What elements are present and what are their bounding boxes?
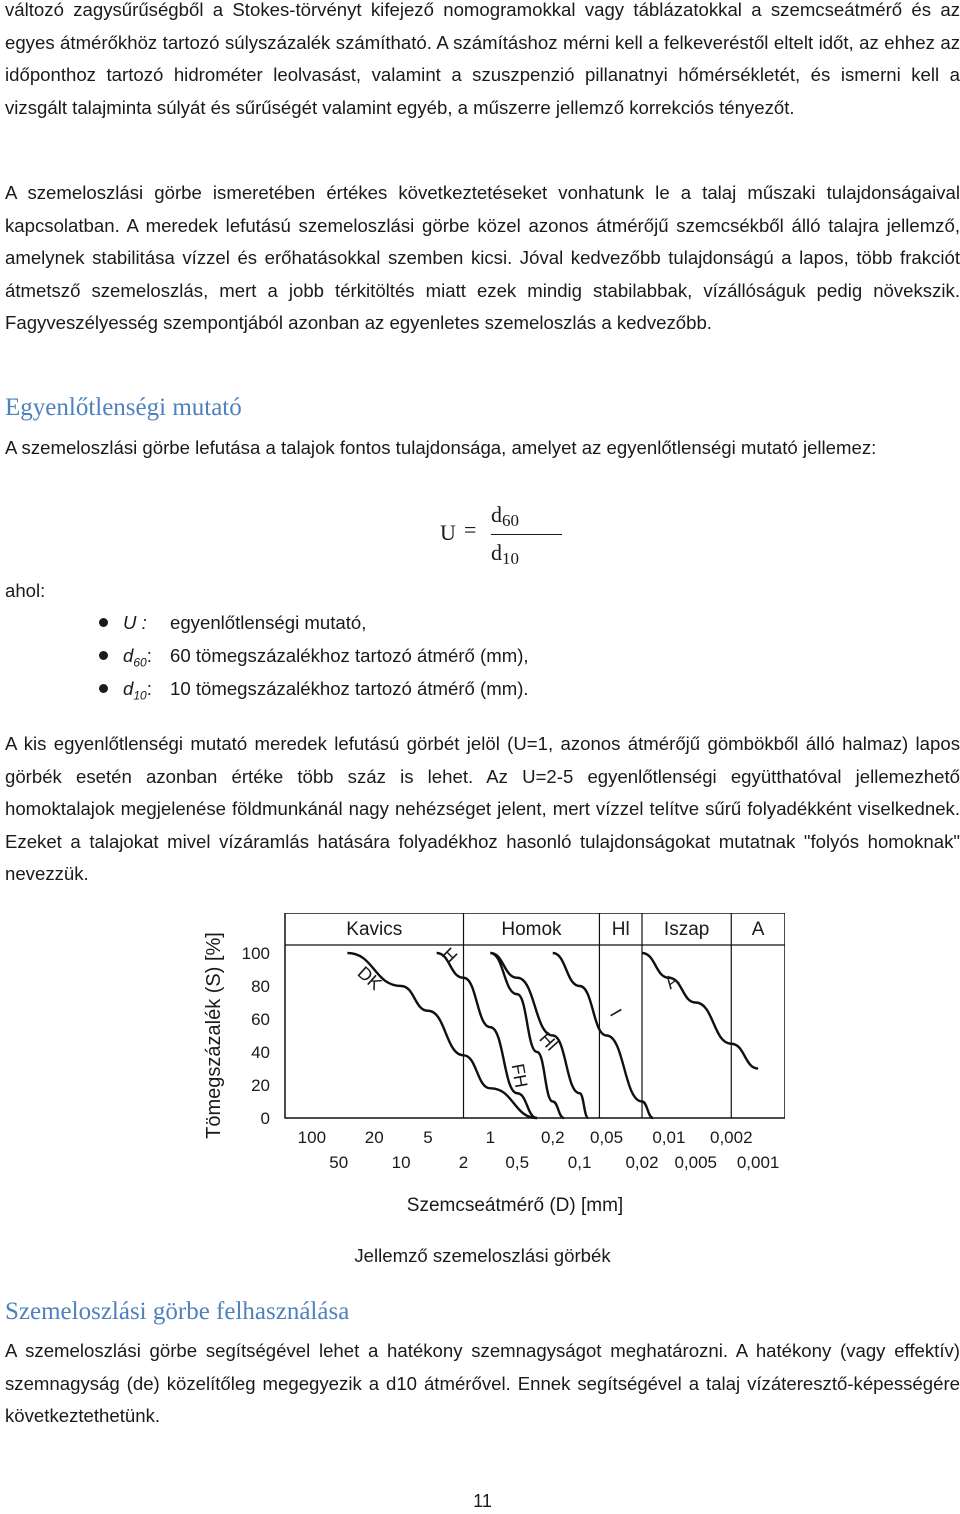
grain-size-distribution-chart — [200, 913, 785, 1228]
curve-label: DK — [353, 962, 386, 995]
heading-curve-usage: Szemeloszlási görbe felhasználása — [5, 1298, 350, 1325]
chart-caption: Jellemző szemeloszlási görbék — [354, 1245, 611, 1266]
y-axis-label: Tömegszázalék (S) [%] — [203, 932, 225, 1139]
fraction-label: Kavics — [346, 919, 403, 940]
definition-text: 60 tömegszázalékhoz tartozó átmérő (mm), — [170, 645, 529, 666]
definition-text: egyenlőtlenségi mutató, — [170, 612, 367, 633]
x-tick-label: 0,02 — [625, 1153, 659, 1172]
curve-a — [642, 953, 758, 1069]
y-tick-label: 60 — [251, 1010, 270, 1029]
x-tick-label: 2 — [458, 1153, 469, 1172]
paragraph-uniformity-intro: A szemeloszlási görbe lefutása a talajok fontos tulajdonsága, amelyet az egyenlőtlenségi mutató jellemez: — [5, 437, 877, 458]
x-tick-label: 1 — [485, 1128, 496, 1147]
definition-text: 10 tömegszázalékhoz tartozó átmérő (mm). — [170, 678, 529, 699]
x-tick-label: 10 — [391, 1153, 411, 1172]
formula-equals: = — [464, 517, 477, 542]
y-tick-label: 100 — [241, 944, 270, 963]
x-tick-label: 0,2 — [540, 1128, 565, 1147]
x-tick-label: 100 — [297, 1128, 327, 1147]
x-tick-label: 0,001 — [736, 1153, 780, 1172]
curve-h — [437, 953, 537, 1118]
x-tick-label: 0,002 — [709, 1128, 753, 1147]
x-axis-label: Szemcseátmérő (D) [mm] — [406, 1195, 624, 1216]
curve-label: FH — [507, 1062, 532, 1090]
bullet-icon — [99, 651, 108, 660]
formula-denominator: $d_{10}$ — [491, 540, 519, 568]
definition-list — [5, 606, 529, 705]
y-tick-label: 40 — [251, 1043, 270, 1062]
x-tick-label: 0,05 — [589, 1128, 624, 1147]
definition-item — [5, 639, 529, 672]
fraction-label: Homok — [501, 919, 562, 940]
x-tick-label: 50 — [329, 1153, 349, 1172]
paragraph-stokes: változó zagysűrűségből a Stokes-törvényt kifejező nomogramokkal vagy táblázatokkal a szemcseátmérő és az egyes átmérőkhöz tartozó súlyszázalék számítható. A számításhoz mérni kell a felkeveréstől eltelt időt, az ehhez az időponthoz tartozó hidrométer leolvasást, valamint a szuszpenzió pillanatnyi hőmérsékletét, és ismerni kell a vizsgált talajminta súlyát és sűrűségét valamint egyéb, a műszerre jellemző korrekciós tényezőt. — [5, 0, 960, 118]
paragraph-effective-size: A szemeloszlási görbe segítségével lehet a hatékony szemnagyságot meghatározni. A hatékony (vagy effektív) szemnagyság (de) közelítőleg megegyezik a d10 átmérővel. Ennek segítségével a talaj vízáteresztő-képességére következtethetünk. — [5, 1340, 960, 1426]
x-tick-label: 0,005 — [674, 1153, 718, 1172]
formula-fraction-bar — [491, 534, 562, 535]
fraction-label: Hl — [611, 919, 630, 940]
definition-item — [5, 672, 529, 705]
where-label: ahol: — [5, 580, 46, 601]
y-tick-label: 0 — [260, 1109, 270, 1128]
formula-lhs: U — [440, 520, 456, 545]
curve-label: I — [605, 1005, 626, 1020]
definition-symbol: $d_{10}$: — [123, 678, 152, 703]
page-number: 11 — [473, 1491, 492, 1511]
uniformity-formula — [440, 502, 570, 572]
fraction-label: Iszap — [663, 919, 710, 940]
x-tick-label: 0,1 — [567, 1153, 592, 1172]
x-tick-label: 0,01 — [652, 1128, 686, 1147]
x-tick-label: 20 — [364, 1128, 384, 1147]
bullet-icon — [99, 684, 108, 693]
y-tick-label: 80 — [251, 977, 270, 996]
definition-symbol: U : — [123, 612, 147, 633]
definition-symbol: $d_{60}$: — [123, 645, 152, 670]
paragraph-curve-properties: A szemeloszlási görbe ismeretében értékes következtetéseket vonhatunk le a talaj műszaki tulajdonságaival kapcsolatban. A meredek lefutású szemeloszlási görbe közel azonos átmérőjű szemcsékből álló talajra jellemző, amelynek stabilitása vízzel és erőhatásokkal szemben kicsi. Jóval kedvezőbb tulajdonságú a lapos, több frakciót átmetsző szemeloszlás, mert a jobb térkitöltés miatt ezek mindig stabilabbak, vízállóságuk pedig növekszik. Fagyveszélyesség szempontjából azonban az egyenletes szemeloszlás a kedvezőbb. — [5, 182, 960, 333]
curve-i — [553, 953, 653, 1118]
x-tick-label: 5 — [423, 1128, 433, 1147]
definition-item — [5, 606, 367, 639]
bullet-icon — [99, 618, 108, 627]
y-tick-label: 20 — [251, 1076, 270, 1095]
fraction-label: A — [751, 919, 765, 940]
curve-label: Hl — [535, 1028, 562, 1055]
curve-label: H — [437, 943, 462, 968]
formula-numerator: $d_{60}$ — [491, 502, 519, 530]
x-tick-label: 0,5 — [505, 1153, 530, 1172]
curve-label: A — [660, 969, 683, 993]
paragraph-uniformity-values: A kis egyenlőtlenségi mutató meredek lefutású görbét jelöl (U=1, azonos átmérőjű gömbökből álló halmaz) lapos görbék esetén azonban értéke több száz is lehet. Az U=2-5 egyenlőtlenségi együtthatóval jellemezhető homoktalajok megjelenése földmunkánál nagy nehézséget jelent, mert vízzel telítve sűrű folyadékként viselkednek. Ezeket a talajokat mivel vízáramlás hatására folyadékhoz hasonló tulajdonságokat mutatnak "folyós homoknak" nevezzük. — [5, 733, 960, 884]
heading-uniformity-index: Egyenlőtlenségi mutató — [5, 394, 242, 421]
